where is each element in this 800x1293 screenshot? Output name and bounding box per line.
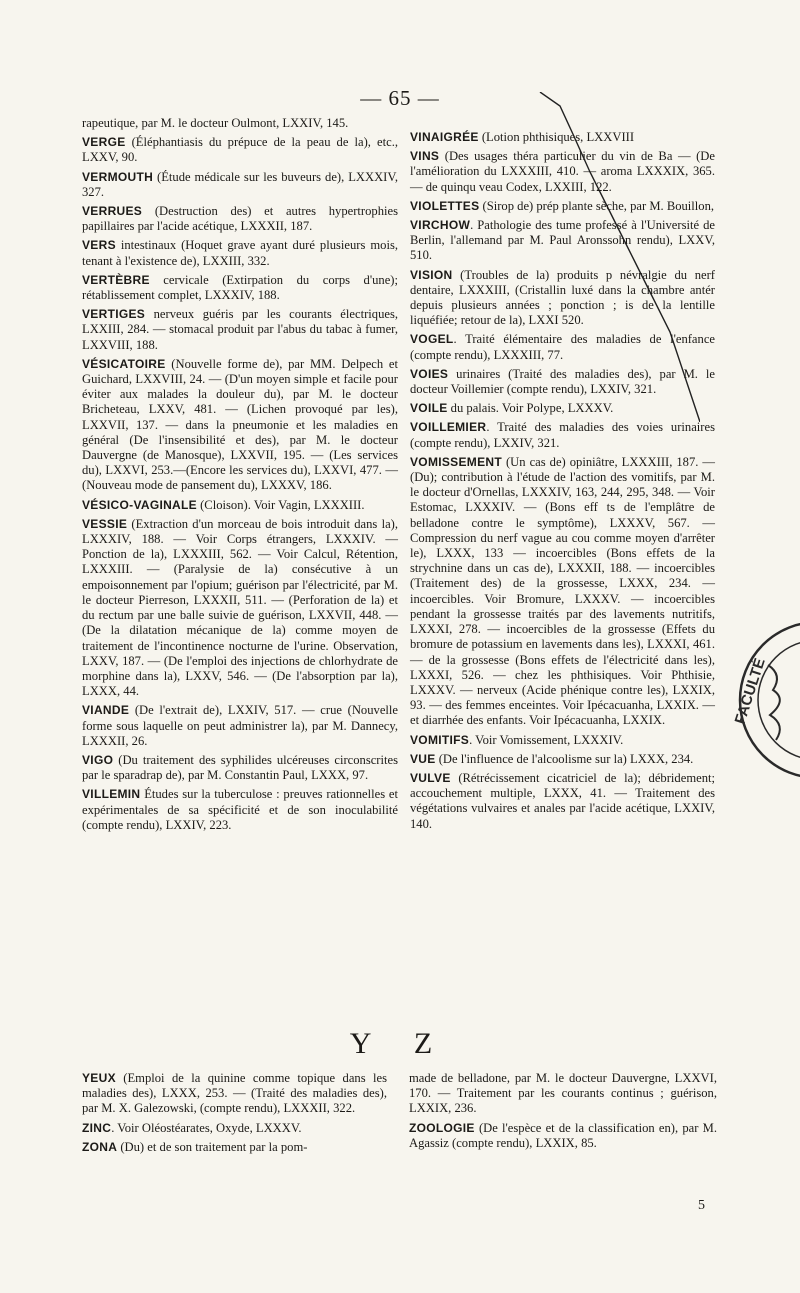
entry-headword: VERS	[82, 238, 116, 253]
index-entry	[409, 1121, 717, 1151]
index-entry	[82, 517, 398, 699]
index-entry	[82, 1121, 387, 1136]
index-entry	[410, 367, 715, 397]
index-entry	[82, 357, 398, 494]
entry-text: (Emploi de la quinine comme topique dans les maladies des), LXXX, 253. — (Traité des maladies des), par M. X. Galezowski, (compte rendu), LXXXII, 322.	[82, 1071, 387, 1116]
entry-text: (Éléphantiasis du prépuce de la peau de la), etc., LXXV, 90.	[82, 135, 398, 165]
index-entry	[410, 733, 715, 748]
entry-text: (Étude médicale sur les buveurs de), LXXXIV, 327.	[82, 169, 398, 199]
index-entry	[82, 498, 398, 513]
entry-headword: VIRCHOW	[410, 218, 471, 233]
index-entry	[82, 204, 398, 234]
section-letters: Y Z	[349, 1027, 451, 1060]
index-entry	[410, 268, 715, 329]
entry-headword: ZINC	[82, 1120, 112, 1135]
entry-text: (De l'influence de l'alcoolisme sur la) LXXX, 234.	[435, 751, 694, 766]
index-entry	[410, 218, 715, 264]
index-entry	[410, 130, 715, 145]
index-entry	[409, 1071, 717, 1117]
entry-headword: ZOOLOGIE	[409, 1120, 475, 1135]
entry-text: (De l'espèce et de la classification en), par M. Agassiz (compte rendu), LXXIX, 85.	[409, 1120, 717, 1150]
index-entry	[82, 238, 398, 268]
entry-text: (Troubles de la) produits p névralgie du nerf dentaire, LXXXIII, (Cristallin luxé dans la chambre antér depuis plusieurs années ; ponction ; is de la lentille liquéfiée; retour de la), LXXI 520.	[410, 267, 715, 328]
entry-text: (Extraction d'un morceau de bois introduit dans la), LXXXIV, 188. — Voir Corps étrangers, LXXXIV. — Ponction de la), LXXXIII, 562. — Voir Calcul, Rétention, LXXXIII. — (Paralysie de la) consécutive à un empoisonnement par l'opium; guérison par l'électricité, par M. le docteur Pierreson, LXXXII, 511. — (Perforation de la) et du rectum par une balle suivie de guérison, LXXVII, 448. — (De la dilatation mécanique de la) comme moyen de traitement de l'incontinence nocturne de l'urine. Observation, LXXV, 187. — (De l'emploi des injections de chlorhydrate de morphine dans la), LXXV, 546. — (De l'absorption par la), LXXX, 44.	[82, 516, 398, 699]
entry-headword: VERMOUTH	[82, 169, 154, 184]
svg-text:FACULTÉ: FACULTÉ	[731, 656, 769, 727]
entry-headword: VOILLEMIER	[410, 420, 487, 435]
entry-text: (De l'extrait de), LXXIV, 517. — crue (Nouvelle forme sous laquelle on peut administrer la), par M. Dannecy, LXXXII, 26.	[82, 703, 398, 748]
entry-text: Études sur la tuberculose : preuves rationnelles et expérimentales de sa spécificité et de son inoculabilité (compte rendu), LXXIV, 223.	[82, 787, 398, 832]
entry-text: . Traité élémentaire des maladies de l'enfance (compte rendu), LXXXIII, 77.	[410, 332, 715, 362]
index-entry	[410, 752, 715, 767]
column-right	[410, 130, 715, 836]
index-entry	[82, 1071, 387, 1117]
entry-text: (Sirop de) prép plante sèche, par M. Bouillon,	[479, 198, 715, 213]
entry-text: (Des usages théra particulier du vin de Ba — (De l'amélioration du LXXXIII, 410. — aroma LXXXIX, 365. — de quinqu veau Codex, LXXIII, 122.	[410, 149, 715, 194]
index-entry	[410, 332, 715, 362]
entry-headword: VÉSICO-VAGINALE	[82, 497, 197, 512]
entry-headword: VOMITIFS	[410, 732, 470, 747]
entry-text: . Voir Oléostéarates, Oxyde, LXXXV.	[111, 1120, 302, 1135]
column-bottom-right	[409, 1071, 717, 1155]
entry-headword: VOMISSEMENT	[410, 454, 502, 469]
signature-mark: 5	[698, 1198, 705, 1213]
entry-headword: VILLEMIN	[82, 787, 141, 802]
index-entry	[82, 135, 398, 165]
index-entry	[410, 401, 715, 416]
entry-headword: VERGE	[82, 135, 126, 150]
index-entry	[82, 753, 398, 783]
entry-text: made de belladone, par M. le docteur Dauvergne, LXXVI, 170. — Traitement par les courants continus ; guérison, LXXIX, 236.	[409, 1071, 717, 1116]
index-entry	[82, 170, 398, 200]
entry-headword: VIGO	[82, 752, 114, 767]
entry-headword: VUE	[410, 751, 436, 766]
entry-headword: VINAIGRÉE	[410, 130, 479, 144]
index-entry	[82, 1140, 387, 1155]
entry-text: (Rétrécissement cicatriciel de la); débridement; accouchement multiple, LXXX, 41. — Traitement des végétations vulvaires et anales par l'acide acétique, LXXIV, 140.	[410, 770, 715, 831]
entry-headword: VOILE	[410, 401, 448, 416]
entry-headword: VOGEL	[410, 332, 454, 347]
library-stamp	[728, 605, 800, 795]
entry-headword: VESSIE	[82, 516, 128, 531]
entry-headword: VÉSICATOIRE	[82, 356, 166, 371]
index-entry	[410, 771, 715, 832]
index-entry	[410, 199, 715, 214]
entry-headword: VERTÈBRE	[82, 272, 150, 287]
entry-headword: VIANDE	[82, 703, 130, 718]
entry-headword: YEUX	[82, 1071, 116, 1085]
entry-headword: VIOLETTES	[410, 198, 480, 213]
entry-headword: VOIES	[410, 366, 449, 381]
column-left	[82, 116, 398, 837]
index-entry	[410, 149, 715, 195]
index-entry	[82, 273, 398, 303]
entry-text: urinaires (Traité des maladies des), par M. le docteur Voillemier (compte rendu), LXXIV, 321.	[410, 366, 715, 397]
index-entry	[82, 307, 398, 353]
index-entry	[82, 116, 398, 131]
entry-text: . Pathologie des tume professé à l'Université de Berlin, l'allemand par M. Paul Aronssohn rendu), LXXV, 510.	[410, 218, 715, 263]
entry-text: . Traité des maladies des voies urinaires (compte rendu), LXXIV, 321.	[410, 420, 715, 450]
entry-text: (Nouvelle forme de), par MM. Delpech et Guichard, LXXVIII, 24. — (D'un moyen simple et facile pour éviter aux malades la douleur du), par M. le docteur Bricheteau, LXXV, 481. — (Lichen provoqué par les), LXXVII, 137. — dans la pneumonie et les maladies en général (De l'insensibilité et des), par M. le docteur Dauvergne (de Manosque), LXXVII, 195. — (Les services du), LXXVI, 253.—(Encore les services du), LXXVI, 477. — (Nouveau mode de pansement du), LXXXV, 186.	[82, 356, 398, 493]
entry-text: (Destruction des) et autres hypertrophies papillaires par l'acide acétique, LXXXII, 187.	[82, 204, 398, 234]
entry-headword: ZONA	[82, 1139, 118, 1154]
entry-text: (Un cas de) opiniâtre, LXXXIII, 187. — (Du); contribution à l'étude de l'action des vomitifs, par M. le docteur d'Ornellas, LXXXIV, 163, 244, 295, 348. — Voir Estomac, LXXXIV. — (Bons eff ts de l'emplâtre de belladone contre le symptôme), LXXXV, 567. — Compression du nerf vague au cou comme moyen d'arrêter le), LXXX, 133 — incoercibles (Bons effets de la strychnine dans un cas de), LXXXII, 188. — incoercibles (Traitement des) de la grossesse, LXXX, 234. — incoercibles. Voir Bromure, LXXXV. — incoercibles pendant la grossesse traités par des lavements nutritifs, LXXXI, 278. — incoercibles de la grossesse (Effets du bromure de potassium en lavements dans les), LXXXI, 461. — de la grossesse (Bons effets de l'électricité dans les), LXXXI, 526. — chez les phthisiques. Voir Phthisie, LXXXV. — nerveux (Acide phénique contre les), LXXIX, 93. — des femmes enceintes. Voir Ipécacuanha, LXXIX. — et diarrhée des enfants. Voir Ipécacuanha, LXXIX.	[410, 454, 715, 728]
index-entry	[82, 703, 398, 749]
entry-text: . Voir Vomissement, LXXXIV.	[469, 732, 624, 747]
column-bottom-left	[82, 1071, 387, 1159]
entry-text: cervicale (Extirpation du corps d'une); rétablissement complet, LXXXIV, 188.	[82, 272, 398, 303]
index-entry	[410, 420, 715, 450]
entry-headword: VISION	[410, 267, 453, 282]
index-entry	[410, 455, 715, 729]
entry-text: rapeutique, par M. le docteur Oulmont, LXXIV, 145.	[82, 116, 349, 130]
entry-headword: VERRUES	[82, 204, 143, 219]
entry-headword: VULVE	[410, 770, 451, 785]
index-entry	[82, 787, 398, 833]
page-number: — 65 —	[360, 86, 440, 110]
entry-text: (Du) et de son traitement par la pom-	[117, 1139, 308, 1154]
entry-text: intestinaux (Hoquet grave ayant duré plusieurs mois, tenant à l'existence de), LXXIII, 332.	[82, 238, 398, 268]
entry-headword: VINS	[410, 149, 440, 164]
entry-text: (Lotion phthisiques, LXXVIII	[478, 130, 635, 144]
entry-text: (Cloison). Voir Vagin, LXXXIII.	[196, 497, 365, 512]
entry-text: (Du traitement des syphilides ulcéreuses circonscrites par le sparadrap de), par M. Constantin Paul, LXXX, 97.	[82, 752, 398, 783]
entry-headword: VERTIGES	[82, 307, 146, 322]
entry-text: nerveux guéris par les courants électriques, LXXIII, 284. — stomacal produit par l'abus du tabac à fumer, LXXVIII, 188.	[82, 307, 398, 352]
entry-text: du palais. Voir Polype, LXXXV.	[447, 401, 614, 416]
